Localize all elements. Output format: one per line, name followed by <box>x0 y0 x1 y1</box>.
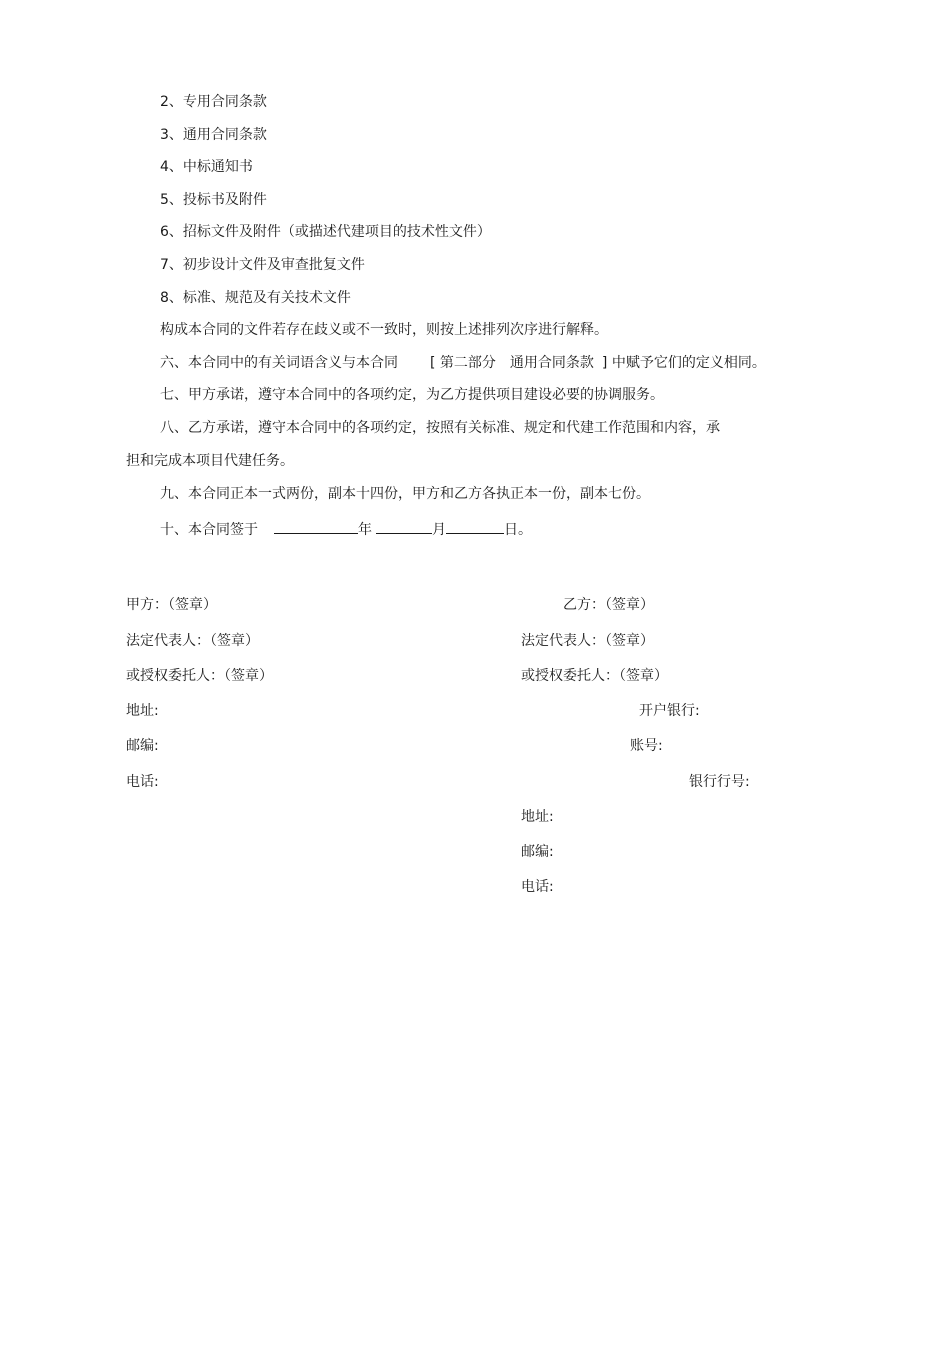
party-a-authorized: 或授权委托人：（签章） <box>126 668 273 684</box>
list-item-3: 3、通用合同条款 <box>160 127 267 143</box>
party-a-postcode: 邮编: <box>126 738 159 754</box>
year-blank <box>274 517 358 534</box>
clause-9: 九、本合同正本一式两份，副本十四份，甲方和乙方各执正本一份，副本七份。 <box>160 486 650 502</box>
clause-8-line1: 八、乙方承诺，遵守本合同中的各项约定，按照有关标准、规定和代建工作范围和内容，承 <box>160 420 720 436</box>
party-b-phone: 电话: <box>521 879 554 895</box>
clause-8-line2: 担和完成本项目代建任务。 <box>126 453 294 469</box>
clause-10 <box>160 517 532 540</box>
clause-6-part2: [ 第二部分 <box>430 355 496 371</box>
list-item-5: 5、投标书及附件 <box>160 192 267 208</box>
party-a-address: 地址: <box>126 703 159 719</box>
clause-6-part3: 通用合同条款 <box>509 355 594 371</box>
party-b-bank-code: 银行行号: <box>689 774 750 790</box>
clause-10-day: 日。 <box>504 522 532 538</box>
party-b-name: 乙方：（签章） <box>563 597 654 613</box>
party-b-legal-rep: 法定代表人：（签章） <box>521 633 654 649</box>
party-a-legal-rep: 法定代表人：（签章） <box>126 633 259 649</box>
list-item-4: 4、中标通知书 <box>160 159 253 175</box>
party-a-name: 甲方：（签章） <box>126 597 217 613</box>
clause-6 <box>160 353 766 373</box>
clause-6-part1: 六、本合同中的有关词语含义与本合同 <box>160 355 398 371</box>
party-b-bank: 开户银行: <box>639 703 700 719</box>
list-item-8: 8、标准、规范及有关技术文件 <box>160 290 351 306</box>
party-b-authorized: 或授权委托人：（签章） <box>521 668 668 684</box>
party-b-address: 地址: <box>521 809 554 825</box>
month-blank <box>376 517 432 534</box>
interpretation-note: 构成本合同的文件若存在歧义或不一致时，则按上述排列次序进行解释。 <box>160 322 608 338</box>
party-b-account: 账号: <box>630 738 663 754</box>
list-item-2: 2、专用合同条款 <box>160 94 267 110</box>
clause-10-year: 年 <box>358 522 372 538</box>
party-b-postcode: 邮编: <box>521 844 554 860</box>
list-item-6: 6、招标文件及附件（或描述代建项目的技术性文件） <box>160 224 491 240</box>
clause-10-prefix: 十、本合同签于 <box>160 522 258 538</box>
clause-6-part4: ] 中赋予它们的定义相同。 <box>601 355 766 371</box>
list-item-7: 7、初步设计文件及审查批复文件 <box>160 257 365 273</box>
party-a-phone: 电话: <box>126 774 159 790</box>
clause-10-month: 月 <box>432 522 446 538</box>
day-blank <box>446 517 504 534</box>
clause-7: 七、甲方承诺，遵守本合同中的各项约定，为乙方提供项目建设必要的协调服务。 <box>160 387 664 403</box>
